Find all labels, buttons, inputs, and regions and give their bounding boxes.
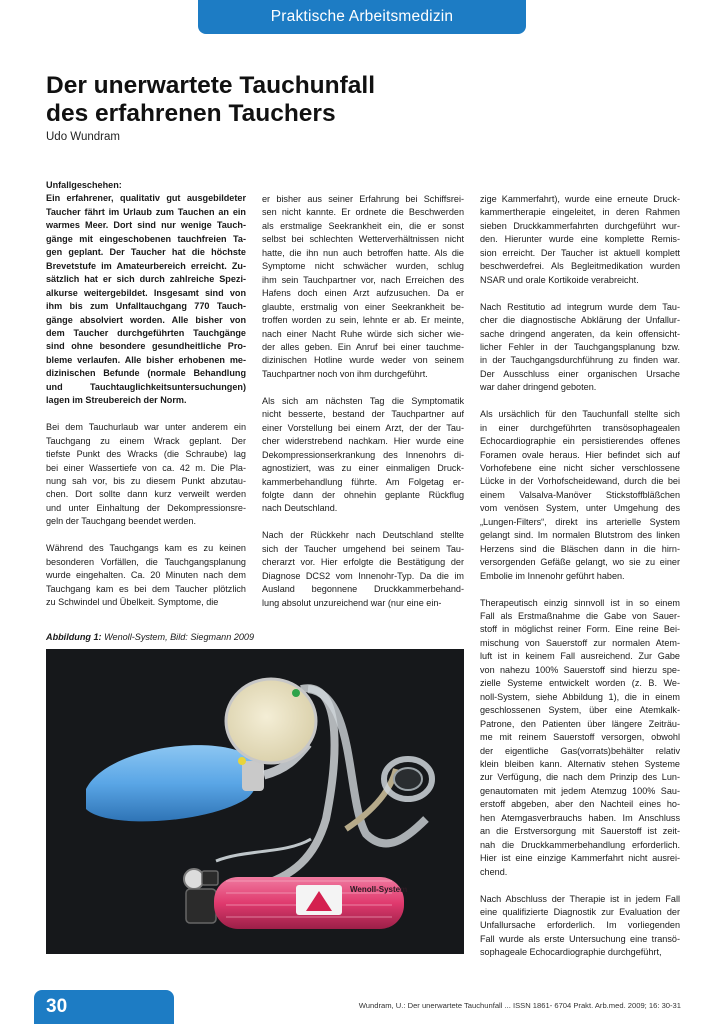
- text-line: sen nicht kannte. Er ordnete die Beschwerden: [262, 207, 464, 218]
- text-line: Taucher fährt im Urlaub zum Tauchen an ein: [46, 206, 246, 217]
- text-line: Als sich am nächsten Tag die Symptomatik: [262, 395, 464, 406]
- footer-reference: Wundram, U.: Der unerwartete Tauchunfall ... ISSN 1861- 6704 Prakt. Arb.med. 2009; 16: 30-31: [358, 1001, 681, 1010]
- text-line: Embolie im Innenohr geführt haben.: [480, 570, 625, 581]
- body-paragraph: [46, 542, 246, 609]
- text-line: troffen worden zu sein, lehnte er ab. Er meinte,: [262, 315, 464, 326]
- page-number: 30: [46, 996, 68, 1017]
- text-line: chen. Dort sollte dann kurz verweilt werden: [46, 489, 246, 500]
- text-line: war daher dringend geboten.: [480, 382, 597, 393]
- text-line: einer Vorstellung bei einem Arzt, der der Tau-: [262, 422, 464, 433]
- text-line: Hafens doch einen Arzt aufzusuchen. Da er: [262, 288, 464, 299]
- text-column-2: [262, 193, 464, 623]
- text-line: Symptome nicht schwächer wurden, schlug: [262, 261, 464, 272]
- soda-lime-canister: [226, 679, 316, 763]
- cylinder-label: Wenoll-System: [350, 885, 408, 894]
- text-line: vom venösen System, unter Umgehung des: [480, 503, 680, 514]
- text-line: Vorhofebene eine nicht sicher verschlossene: [480, 463, 680, 474]
- text-line: Der Ausschluss einer organischen Ursache: [480, 368, 680, 379]
- text-line: cher widerstrebend nachkam. Hier wurde eine: [262, 436, 464, 447]
- text-line: NSAR und orale Kortikoide verabreicht.: [480, 274, 639, 285]
- text-line: Bei dem Tauchurlaub war unter anderem ein: [46, 422, 246, 433]
- text-column-3: [480, 193, 680, 973]
- body-paragraph: [480, 408, 680, 583]
- text-line: „Lungen-Filters“, direkt ins arterielle System: [480, 516, 680, 527]
- text-line: Dekompressionserkrankung des Innenohrs di-: [262, 449, 464, 460]
- text-line: Während des Tauchgangs kam es zu keinen: [46, 543, 246, 554]
- text-line: klein bleiben kann. Alternativ stehen Systeme: [480, 758, 680, 769]
- text-line: Therapeutisch einzig sinnvoll ist in so einem: [480, 597, 680, 608]
- text-line: geln der Tauchgang beendet werden.: [46, 516, 196, 527]
- text-line: luft ist in keinem Fall ausreichend. Zur Gabe: [480, 651, 680, 662]
- text-line: sieben Druckkammerfahrten durchgeführt wur-: [480, 220, 680, 231]
- text-line: noll-System, siehe Abbildung 1), die in einem: [480, 691, 680, 702]
- text-line: einem Valsalva-Manöver Stickstoffbläßchen: [480, 489, 680, 500]
- text-line: Foramen ovale heraus. Hier befindet sich auf: [480, 449, 680, 460]
- text-line: gänge mit eingeschobenen tauchfreien Ta-: [46, 233, 246, 244]
- text-line: sion erreicht. Der Taucher ist aktuell komplett: [480, 247, 680, 258]
- text-line: Tauchpartner noch von ihm durchgeführt.: [262, 368, 428, 379]
- text-line: Tauchgang zu einem Wrack geplant. Der: [46, 435, 246, 446]
- text-line: an die Erstversorgung mit Sauerstoff ist zeit-: [480, 826, 680, 837]
- text-line: warmes Meer. Dort sind nur wenige Tauch-: [46, 220, 246, 231]
- text-line: Lücke in der Vorhofscheidewand, durch die bei: [480, 476, 680, 487]
- text-line: sache dringend angeraten, da kein offensicht-: [480, 328, 680, 339]
- text-line: Hier ist eine einzige Kammerfahrt nicht ausrei-: [480, 853, 680, 864]
- text-line: dizinischen Befunde (normale Behandlung: [46, 368, 246, 379]
- text-line: Unfallgeschehen:: [46, 180, 122, 190]
- text-line: Ein erfahrener, qualitativ gut ausgebildeter: [46, 193, 246, 204]
- text-line: Echocardiographie ein persistierendes offenes: [480, 436, 680, 447]
- text-line: erstoff abgeben, aber den Nachteil eines ho-: [480, 799, 680, 810]
- text-line: gänge absolviert worden. Alle bisher von: [46, 314, 246, 325]
- figure-caption: [46, 632, 466, 642]
- body-paragraph: [262, 193, 464, 381]
- text-line: wurde eingehalten. Ca. 20 Minuten nach dem: [46, 570, 246, 581]
- text-line: nach Deutschland.: [262, 503, 338, 514]
- text-line: hen Atemgasverbrauchs haben. Im Anschluss: [480, 812, 680, 823]
- text-line: und unter Einhaltung der Dekompressionsre-: [46, 502, 246, 513]
- text-line: dem Taucher durchgeführten Tauchgänge: [46, 327, 246, 338]
- text-line: stoff in möglichst reiner Form. Eine reine Bei-: [480, 624, 680, 635]
- figure-wenoll-system: [46, 649, 464, 954]
- text-line: dizinischen Hotline wurde weder von seinem: [262, 355, 464, 366]
- text-column-1: [46, 179, 246, 623]
- text-line: Fall wurde als erste Untersuchung eine transö-: [480, 933, 680, 944]
- text-line: sätzlich hat er sich durch zahlreiche Spezi-: [46, 274, 246, 285]
- figure-caption-text: Wenoll-System, Bild: Siegmann 2009: [101, 632, 255, 642]
- text-line: Ausland begonnene Druckkammerbehand-: [262, 584, 464, 595]
- text-line: hatte, die ihn nun auch betroffen hatte. Als die: [262, 247, 464, 258]
- text-line: lung absolut unzureichend war (nur eine ein-: [262, 597, 442, 608]
- text-line: geschlossenen System, über eine Atemkalk-: [480, 705, 680, 716]
- body-paragraph: [262, 529, 464, 610]
- text-line: als erstmalige Seekrankheit ein, die er sonst: [262, 220, 464, 231]
- text-line: glaubte, erstmalig von einer Seekrankheit be-: [262, 301, 464, 312]
- article-title: [46, 72, 466, 128]
- text-line: sich der Taucher umgehend bei seinem Tau-: [262, 543, 464, 554]
- wenoll-system-illustration: [46, 649, 464, 954]
- text-line: nung sah vor, bis zu diesem Punkt abzutau-: [46, 475, 246, 486]
- body-paragraph: [480, 301, 680, 395]
- body-paragraph: [262, 395, 464, 516]
- text-line: Unfallursache erforderlich. Im vorliegenden: [480, 920, 680, 931]
- article-author: Udo Wundram: [46, 131, 120, 143]
- text-line: ihm sein Tauchpartner vor, nach Erreichen des: [262, 274, 464, 285]
- body-paragraph: [480, 893, 680, 960]
- text-line: sophageale Echocardiographie durchgeführt,: [480, 947, 662, 958]
- text-line: Brevetstufe im Amateurbereich erreicht. Zu-: [46, 260, 246, 271]
- text-line: bleme verlaufen. Alle bisher erhobenen me-: [46, 354, 246, 365]
- text-line: versorgenden Gefäße gelangt, wo sie zu einer: [480, 557, 680, 568]
- text-line: und Tauchtauglichkeitsuntersuchungen): [46, 381, 246, 392]
- text-line: lagen im Streubereich der Norm.: [46, 395, 187, 406]
- text-line: Diagnose DCS2 vom Innenohr-Typ. Da die im: [262, 570, 464, 581]
- text-line: mischung von Sauerstoff zur normalen Atem-: [480, 637, 680, 648]
- text-line: Tauchgang kam es bei dem Taucher plötzlich: [46, 583, 246, 594]
- text-line: beschwerdefrei. Als Begleitmedikation wurden: [480, 261, 680, 272]
- text-line: kammertherapie eingeleitet, in deren Rahmen: [480, 207, 680, 218]
- text-line: Nach der Rückkehr nach Deutschland stellte: [262, 530, 464, 541]
- text-line: besonderen Vorfällen, die Tauchgangsplanung: [46, 556, 246, 567]
- text-line: eine qualifizierte Diagnostik zur Evaluation der: [480, 906, 680, 917]
- text-line: tiefste Punkt des Wracks (die Schraube) lag: [46, 449, 246, 460]
- body-paragraph: [46, 421, 246, 529]
- text-line: Nach Abschluss der Therapie ist in jedem Fall: [480, 893, 680, 904]
- text-line: zu Schwindel und Übelkeit. Symptome, die: [46, 597, 219, 608]
- text-line: zur Verfügung, die nach dem Prinzip des Lun-: [480, 772, 680, 783]
- text-line: in der Tauchgangsdurchführung zu finden war.: [480, 355, 680, 366]
- text-line: nah die Druckkammerbehandlung erforderlich.: [480, 839, 680, 850]
- text-line: von nahezu 100% Sauerstoff sind hierzu spe-: [480, 664, 680, 675]
- text-line: Herzens sind die Bläschen dann in die hirn-: [480, 543, 680, 554]
- body-paragraph: [480, 193, 680, 287]
- body-paragraph: [480, 597, 680, 880]
- intro-paragraph: [46, 179, 246, 408]
- text-line: ihm bis zum Unfalltauchgang 770 Tauch-: [46, 301, 246, 312]
- text-line: Als ursächlich für den Tauchunfall stellte sich: [480, 409, 680, 420]
- text-line: sind ohne besondere gesundheitliche Pro-: [46, 341, 246, 352]
- text-line: nach einer Nacht Ruhe würde sich sicher wie-: [262, 328, 464, 339]
- text-line: me mit reinem Sauerstoff versorgen, obwohl: [480, 732, 680, 743]
- text-line: cherarzt vor. Hier erfolgte die Bestätigung der: [262, 557, 464, 568]
- text-line: der eigentliche Gas(vorrats)behälter relativ: [480, 745, 680, 756]
- text-line: selbst bei schlechten Wetterverhältnissen nicht: [262, 234, 464, 245]
- text-line: in einer durchgeführten transösophagealen: [480, 422, 680, 433]
- text-line: er bisher aus seiner Erfahrung bei Schiffsrei-: [262, 194, 464, 204]
- text-line: cher die diagnostische Abklärung der Unfallur-: [480, 315, 680, 326]
- pressure-regulator: [186, 889, 216, 923]
- figure-caption-label: Abbildung 1:: [46, 632, 102, 642]
- text-line: agnostiziert, was zu einer einmaligen Druck-: [262, 463, 464, 474]
- text-line: folgte dann der ohnehin geplante Rückflug: [262, 489, 464, 500]
- text-line: bei einer Wassertiefe von ca. 42 m. Die Pla-: [46, 462, 246, 473]
- text-line: gen geplant. Der Taucher hat die höchste: [46, 247, 246, 258]
- article-title-line: Der unerwartete Tauchunfall: [46, 72, 376, 99]
- section-header-tab: [198, 0, 526, 34]
- pressure-gauge: [184, 869, 204, 889]
- text-line: zige Kammerfahrt), wurde eine erneute Druck-: [480, 194, 680, 204]
- text-line: Fall als Erstmaßnahme die Gabe von Sauer-: [480, 611, 680, 621]
- section-title: Praktische Arbeitsmedizin: [270, 8, 454, 25]
- text-line: kammerbehandlung führte. Am Folgetag er-: [262, 476, 464, 487]
- text-line: chend.: [480, 866, 508, 877]
- text-line: genautomaten mit jedem Atemzug 100% Sau-: [480, 785, 680, 796]
- text-line: zielle Systeme entwickelt worden (z. B. We-: [480, 678, 680, 689]
- text-line: licher Fehler in der Tauchgangsplanung bzw.: [480, 341, 680, 352]
- bag-connector: [242, 761, 264, 791]
- text-line: gelangt sind. Im normalen Blutstrom des linken: [480, 530, 680, 541]
- article-title-line: des erfahrenen Tauchers: [46, 100, 336, 127]
- text-line: Nach Restitutio ad integrum wurde dem Tau-: [480, 301, 680, 312]
- text-line: alkurse weitergebildet. Insgesamt sind von: [46, 287, 246, 298]
- text-line: den. Hierunter wurde eine komplette Remis-: [480, 234, 680, 245]
- text-line: Patrone, den Patienten über längere Zeiträu-: [480, 718, 680, 729]
- text-line: der alles geben. Ein Anruf bei einer tauchme-: [262, 341, 464, 352]
- text-line: nicht besserte, bestand der Tauchpartner auf: [262, 409, 464, 420]
